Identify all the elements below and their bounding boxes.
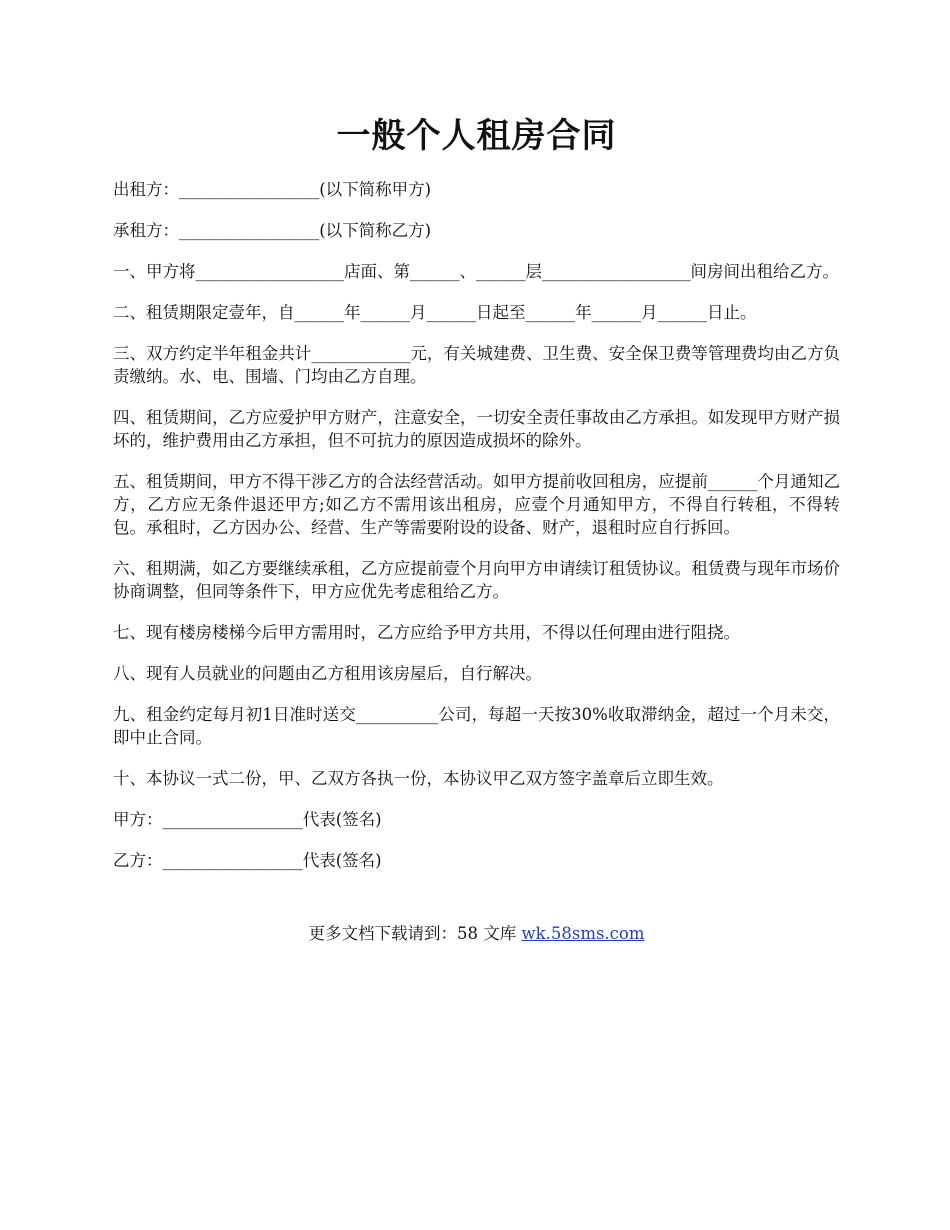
clause-8: 八、现有人员就业的问题由乙方租用该房屋后，自行解决。 bbox=[113, 664, 542, 683]
clause-7: 七、现有楼房楼梯今后甲方需用时，乙方应给予甲方共用，不得以任何理由进行阻挠。 bbox=[113, 623, 740, 642]
clause-5: 五、租赁期间，甲方不得干涉乙方的合法经营活动。如甲方提前收回租房，应提前______个月通知乙方，乙方应无条件退还甲方;如乙方不需用该出租房，应壹个月通知甲方，不得自行转租，不得转包。承租时，乙方因办公、经营、生产等需要附设的设备、财产，退租时应自行拆回。 bbox=[113, 472, 840, 537]
footer bbox=[113, 921, 840, 947]
clause-6: 六、租期满，如乙方要继续承租，乙方应提前壹个月向甲方申请续订租赁协议。租赁费与现年市场价协商调整，但同等条件下，甲方应优先考虑租给乙方。 bbox=[113, 559, 840, 601]
footer-prefix: 更多文档下载请到：58 文库 bbox=[308, 924, 522, 943]
clause-3: 三、双方约定半年租金共计____________元，有关城建费、卫生费、安全保卫费等管理费均由乙方负责缴纳。水、电、围墙、门均由乙方自理。 bbox=[113, 344, 840, 386]
contract-body bbox=[113, 178, 840, 890]
lessor-line: 出租方：_________________(以下简称甲方) bbox=[113, 180, 432, 199]
clause-10: 十、本协议一式二份，甲、乙双方各执一份，本协议甲乙双方签字盖章后立即生效。 bbox=[113, 769, 724, 788]
page-title: 一般个人租房合同 bbox=[336, 116, 617, 156]
clause-4: 四、租赁期间，乙方应爱护甲方财产，注意安全，一切安全责任事故由乙方承担。如发现甲方财产损坏的，维护费用由乙方承担，但不可抗力的原因造成损坏的除外。 bbox=[113, 408, 840, 450]
clause-1: 一、甲方将__________________店面、第______、______层__________________间房间出租给乙方。 bbox=[113, 262, 839, 281]
lessee-line: 承租方：_________________(以下简称乙方) bbox=[113, 221, 432, 240]
party-a-signature-line: 甲方：_________________代表(签名) bbox=[113, 810, 382, 829]
party-b-signature-line: 乙方：_________________代表(签名) bbox=[113, 851, 382, 870]
footer-link[interactable]: wk.58sms.com bbox=[521, 924, 645, 943]
clause-2: 二、租赁期限定壹年，自______年______月______日起至______年______月______日止。 bbox=[113, 303, 757, 322]
clause-9: 九、租金约定每月初1日准时送交__________公司，每超一天按30%收取滞纳金，超过一个月未交，即中止合同。 bbox=[113, 705, 840, 747]
